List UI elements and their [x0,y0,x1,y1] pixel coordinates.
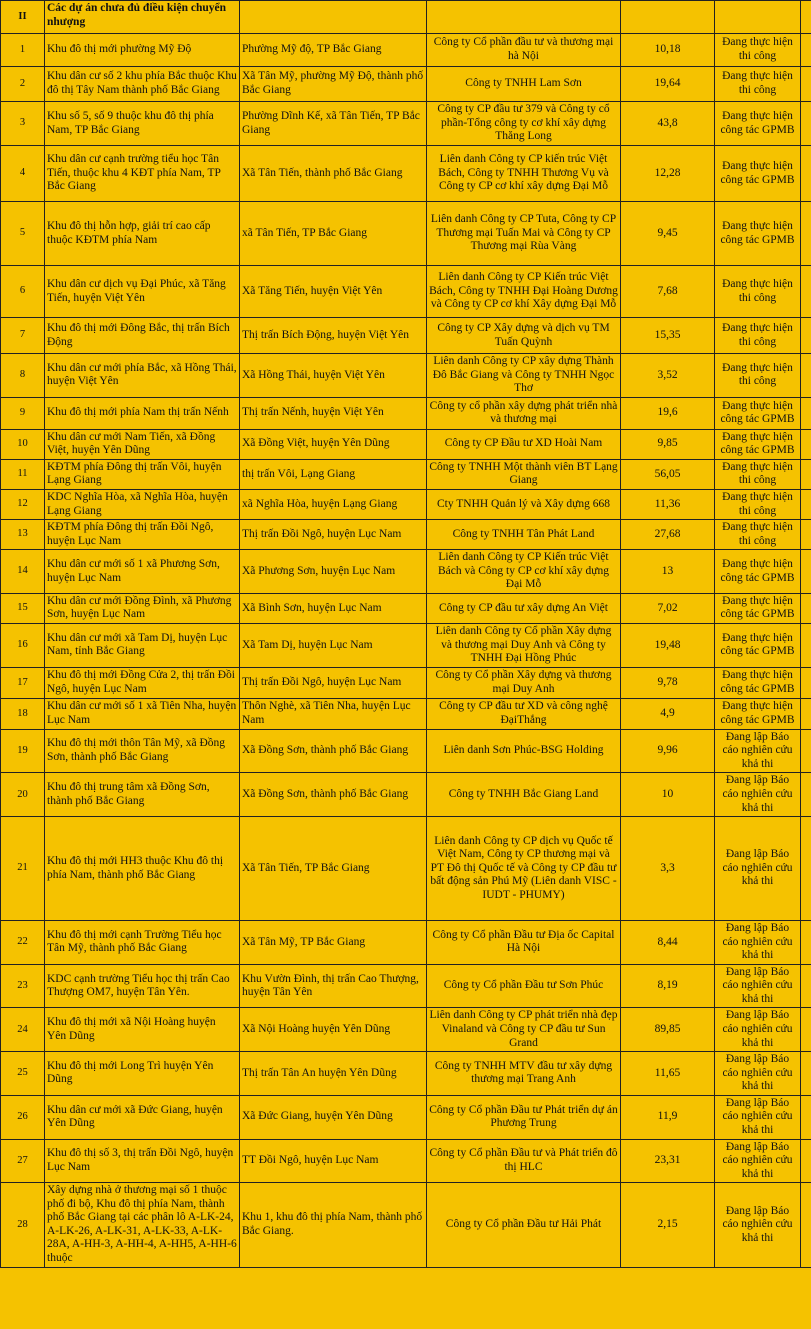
row-number: 15 [1,593,45,623]
row-number: 20 [1,773,45,817]
project-area: 19,64 [621,67,715,102]
project-area: 56,05 [621,459,715,489]
row-number: 23 [1,964,45,1008]
row-number: 8 [1,354,45,398]
project-investor: Công ty TNHH MTV đầu tư xây dựng thương mại Trang Anh [427,1052,621,1096]
row-number: 14 [1,550,45,594]
table-row [1,202,811,266]
project-area: 8,44 [621,921,715,965]
table-row [1,429,811,459]
project-location: Phường Dĩnh Kế, xã Tân Tiến, TP Bắc Giang [240,102,427,146]
project-location: Xã Hồng Thái, huyện Việt Yên [240,354,427,398]
project-investor: Liên danh Công ty CP kiến trúc Việt Bách, Công ty TNHH Thương Vụ và Công ty CP cơ khí xây dựng Đại Mỗ [427,146,621,202]
table-row [1,520,811,550]
project-area: 43,8 [621,102,715,146]
project-status: Đang thực hiện thi công [715,354,801,398]
row-number: 24 [1,1008,45,1052]
project-name: Khu đô thị hỗn hợp, giải trí cao cấp thuộc KĐTM phía Nam [45,202,240,266]
project-area: 12,28 [621,146,715,202]
project-investor: Công ty CP Xây dựng và dịch vụ TM Tuấn Quỳnh [427,318,621,354]
project-status: Đang lập Báo cáo nghiên cứu khả thi [715,729,801,773]
project-investor: Công ty cổ phần xây dựng phát triển nhà và thương mại [427,397,621,429]
project-status: Đang thực hiện công tác GPMB [715,429,801,459]
project-status: Đang thực hiện công tác GPMB [715,667,801,698]
table-row [1,550,811,594]
project-location: Xã Tăng Tiến, huyện Việt Yên [240,266,427,318]
project-name: Khu đô thị mới Đông Bắc, thị trấn Bích Động [45,318,240,354]
empty-cell [801,266,811,318]
project-location: Xã Phương Sơn, huyện Lục Nam [240,550,427,594]
table-row [1,266,811,318]
row-number: 26 [1,1095,45,1139]
project-area: 3,52 [621,354,715,398]
table-row [1,67,811,102]
project-location: Xã Tam Dị, huyện Lục Nam [240,624,427,668]
empty-cell [801,146,811,202]
project-name: Khu đô thị mới xã Nội Hoàng huyện Yên Dũng [45,1008,240,1052]
table-row [1,1139,811,1183]
project-investor: Liên danh Công ty CP Tuta, Công ty CP Thương mại Tuấn Mai và Công ty CP Thương mại Rùa Vàng [427,202,621,266]
project-name: KĐTM phía Đông thị trấn Đồi Ngô, huyện Lục Nam [45,520,240,550]
empty-cell [801,593,811,623]
row-number: 25 [1,1052,45,1096]
project-status: Đang thực hiện công tác GPMB [715,698,801,729]
empty-cell [801,318,811,354]
empty-cell [801,1183,811,1267]
project-status: Đang thực hiện thi công [715,489,801,519]
table-row [1,1008,811,1052]
row-number: 17 [1,667,45,698]
project-status: Đang thực hiện công tác GPMB [715,102,801,146]
project-status: Đang thực hiện công tác GPMB [715,593,801,623]
project-name: Khu dân cư mới phía Bắc, xã Hồng Thái, huyện Việt Yên [45,354,240,398]
project-status: Đang thực hiện thi công [715,266,801,318]
project-status: Đang thực hiện công tác GPMB [715,550,801,594]
project-location: Thị trấn Đồi Ngô, huyện Lục Nam [240,520,427,550]
project-area: 11,9 [621,1095,715,1139]
project-status: Đang lập Báo cáo nghiên cứu khả thi [715,964,801,1008]
empty-cell [801,1095,811,1139]
project-name: Khu dân cư mới Nam Tiến, xã Đồng Việt, huyện Yên Dũng [45,429,240,459]
project-investor: Công ty TNHH Một thành viên BT Lạng Giang [427,459,621,489]
empty-cell [801,698,811,729]
project-location: Xã Tân Tiến, thành phố Bắc Giang [240,146,427,202]
project-location: Thôn Nghè, xã Tiên Nha, huyện Lục Nam [240,698,427,729]
table-row [1,964,811,1008]
project-name: KĐTM phía Đông thị trấn Vôi, huyện Lạng Giang [45,459,240,489]
row-number: 16 [1,624,45,668]
project-location: xã Tân Tiến, TP Bắc Giang [240,202,427,266]
table-row [1,729,811,773]
project-status: Đang thực hiện thi công [715,459,801,489]
project-name: Khu đô thị mới phường Mỹ Độ [45,34,240,67]
project-investor: Công ty Cổ phần Xây dựng và thương mại Duy Anh [427,667,621,698]
project-investor: Công ty Cổ phần Đầu tư Hải Phát [427,1183,621,1267]
empty-cell [801,624,811,668]
project-location: Xã Đồng Sơn, thành phố Bắc Giang [240,729,427,773]
row-number: 10 [1,429,45,459]
section-header-row [1,1,811,34]
project-investor: Công ty CP Đầu tư XD Hoài Nam [427,429,621,459]
project-location: Xã Nội Hoàng huyện Yên Dũng [240,1008,427,1052]
project-investor: Công ty Cổ phần Đầu tư Địa ốc Capital Hà Nội [427,921,621,965]
project-status: Đang lập Báo cáo nghiên cứu khả thi [715,1095,801,1139]
empty-cell [801,429,811,459]
project-investor: Liên danh Công ty CP dịch vụ Quốc tế Việt Nam, Công ty CP thương mại và PT Đô thị Quốc tế và Công ty CP đầu tư bất động sản Phú Mỹ (Liên danh VISC - IUDT - PHUMY) [427,817,621,921]
project-status: Đang thực hiện công tác GPMB [715,202,801,266]
row-number: 5 [1,202,45,266]
project-area: 7,02 [621,593,715,623]
empty-cell [801,202,811,266]
table-row [1,698,811,729]
row-number: 9 [1,397,45,429]
project-status: Đang thực hiện công tác GPMB [715,146,801,202]
project-status: Đang thực hiện thi công [715,67,801,102]
project-investor: Công ty Cổ phần Đầu tư và Phát triển đô thị HLC [427,1139,621,1183]
row-number: 6 [1,266,45,318]
project-location: Thị trấn Tân An huyện Yên Dũng [240,1052,427,1096]
row-number: 28 [1,1183,45,1267]
project-name: Khu đô thị mới HH3 thuộc Khu đô thị phía Nam, thành phố Bắc Giang [45,817,240,921]
project-name: Xây dựng nhà ở thương mại số 1 thuộc phố đi bộ, Khu đô thị phía Nam, thành phố Bắc Giang tại các phân lô A-LK-24, A-LK-26, A-LK-31, A-LK-33, A-LK-28A, A-HH-3, A-HH-4, A-HH5, A-HH-6 thuộc [45,1183,240,1267]
empty-cell [801,102,811,146]
table-row [1,354,811,398]
table-row [1,1183,811,1267]
project-location: Thị trấn Nếnh, huyện Việt Yên [240,397,427,429]
project-location: Thị trấn Bích Động, huyện Việt Yên [240,318,427,354]
project-status: Đang lập Báo cáo nghiên cứu khả thi [715,1052,801,1096]
empty-cell [801,729,811,773]
project-location: Phường Mỹ độ, TP Bắc Giang [240,34,427,67]
project-area: 27,68 [621,520,715,550]
project-status: Đang thực hiện công tác GPMB [715,397,801,429]
project-investor: Công ty Cổ phần đầu tư và thương mại hà Nội [427,34,621,67]
row-number: 4 [1,146,45,202]
empty-cell [801,1008,811,1052]
project-investor: Liên danh Công ty Cổ phần Xây dựng và thương mại Duy Anh và Công ty TNHH Đại Hồng Phúc [427,624,621,668]
table-row [1,773,811,817]
project-location: Xã Đồng Việt, huyện Yên Dũng [240,429,427,459]
row-number: 18 [1,698,45,729]
project-status: Đang lập Báo cáo nghiên cứu khả thi [715,817,801,921]
project-investor: Công ty TNHH Lam Sơn [427,67,621,102]
project-area: 19,6 [621,397,715,429]
project-investor: Liên danh Công ty CP phát triển nhà đẹp Vinaland và Công ty CP đầu tư Sun Grand [427,1008,621,1052]
project-location: Xã Đức Giang, huyện Yên Dũng [240,1095,427,1139]
project-name: Khu dân cư cạnh trường tiểu học Tân Tiến, thuộc khu 4 KĐT phía Nam, TP Bắc Giang [45,146,240,202]
project-name: Khu số 5, số 9 thuộc khu đô thị phía Nam, TP Bắc Giang [45,102,240,146]
table-row [1,489,811,519]
project-status: Đang thực hiện thi công [715,34,801,67]
table-row [1,1095,811,1139]
row-number: 1 [1,34,45,67]
project-area: 9,85 [621,429,715,459]
table-row [1,146,811,202]
project-investor: Công ty Cổ phần Đầu tư Sơn Phúc [427,964,621,1008]
project-name: Khu đô thị trung tâm xã Đồng Sơn, thành phố Bắc Giang [45,773,240,817]
project-area: 10,18 [621,34,715,67]
project-name: Khu dân cư mới số 1 xã Phương Sơn, huyện Lục Nam [45,550,240,594]
project-area: 19,48 [621,624,715,668]
project-area: 23,31 [621,1139,715,1183]
project-name: KDC cạnh trường Tiểu học thị trấn Cao Thượng OM7, huyện Tân Yên. [45,964,240,1008]
project-investor: Công ty CP đầu tư 379 và Công ty cổ phần-Tổng công ty cơ khí xây dựng Thăng Long [427,102,621,146]
row-number: 12 [1,489,45,519]
project-location: thị trấn Vôi, Lạng Giang [240,459,427,489]
project-name: Khu đô thị mới Đồng Cửa 2, thị trấn Đồi Ngô, huyện Lục Nam [45,667,240,698]
project-location: TT Đồi Ngô, huyện Lục Nam [240,1139,427,1183]
project-name: Khu dân cư mới Đồng Đình, xã Phương Sơn, huyện Lục Nam [45,593,240,623]
project-area: 4,9 [621,698,715,729]
project-name: Khu đô thị mới phía Nam thị trấn Nếnh [45,397,240,429]
project-status: Đang lập Báo cáo nghiên cứu khả thi [715,1008,801,1052]
empty-cell [801,550,811,594]
project-investor: Công ty TNHH Tân Phát Land [427,520,621,550]
project-investor: Công ty CP đầu tư XD và công nghệ ĐạiThắng [427,698,621,729]
project-area: 11,65 [621,1052,715,1096]
project-location: Xã Tân Mỹ, TP Bắc Giang [240,921,427,965]
project-area: 13 [621,550,715,594]
section-title: Các dự án chưa đủ điều kiện chuyển nhượng [45,1,240,34]
empty-cell [801,520,811,550]
empty-cell [801,397,811,429]
empty-cell [801,1139,811,1183]
empty-cell [801,489,811,519]
project-area: 15,35 [621,318,715,354]
empty-cell [801,817,811,921]
project-area: 89,85 [621,1008,715,1052]
project-status: Đang lập Báo cáo nghiên cứu khả thi [715,921,801,965]
project-status: Đang thực hiện thi công [715,318,801,354]
row-number: 11 [1,459,45,489]
row-number: 27 [1,1139,45,1183]
project-location: Xã Đồng Sơn, thành phố Bắc Giang [240,773,427,817]
empty-cell [801,1052,811,1096]
empty-cell [801,459,811,489]
project-area: 3,3 [621,817,715,921]
table-row [1,34,811,67]
row-number: 19 [1,729,45,773]
project-status: Đang thực hiện công tác GPMB [715,624,801,668]
project-location: Xã Bình Sơn, huyện Lục Nam [240,593,427,623]
project-investor: Công ty Cổ phần Đầu tư Phát triển dự án Phương Trung [427,1095,621,1139]
project-area: 8,19 [621,964,715,1008]
project-investor: Cty TNHH Quản lý và Xây dựng 668 [427,489,621,519]
empty-cell [801,34,811,67]
project-name: Khu dân cư mới xã Đức Giang, huyện Yên Dũng [45,1095,240,1139]
project-investor: Liên danh Sơn Phúc-BSG Holding [427,729,621,773]
row-number: 13 [1,520,45,550]
project-area: 9,45 [621,202,715,266]
table-row [1,817,811,921]
project-status: Đang lập Báo cáo nghiên cứu khả thi [715,1183,801,1267]
project-name: Khu dân cư mới số 1 xã Tiên Nha, huyện Lục Nam [45,698,240,729]
project-location: Xã Tân Mỹ, phường Mỹ Độ, thành phố Bắc Giang [240,67,427,102]
table-row [1,921,811,965]
table-row [1,397,811,429]
project-location: Thị trấn Đồi Ngô, huyện Lục Nam [240,667,427,698]
project-investor: Công ty TNHH Bắc Giang Land [427,773,621,817]
project-status: Đang thực hiện thi công [715,520,801,550]
row-number: 2 [1,67,45,102]
project-name: Khu đô thị số 3, thị trấn Đồi Ngô, huyện Lục Nam [45,1139,240,1183]
project-location: Xã Tân Tiến, TP Bắc Giang [240,817,427,921]
project-name: Khu đô thị mới cạnh Trường Tiểu học Tân Mỹ, thành phố Bắc Giang [45,921,240,965]
empty-cell [801,921,811,965]
project-investor: Liên danh Công ty CP Kiến trúc Việt Bách, Công ty TNHH Đại Hoàng Dương và Công ty CP cơ khí Xây dựng Đại Mỗ [427,266,621,318]
project-area: 2,15 [621,1183,715,1267]
project-area: 9,96 [621,729,715,773]
project-status: Đang lập Báo cáo nghiên cứu khả thi [715,1139,801,1183]
project-name: Khu dân cư số 2 khu phía Bắc thuộc Khu đô thị Tây Nam thành phố Bắc Giang [45,67,240,102]
project-area: 7,68 [621,266,715,318]
empty-cell [801,67,811,102]
project-area: 11,36 [621,489,715,519]
empty-cell [801,667,811,698]
project-name: Khu đô thị mới Long Trì huyện Yên Dũng [45,1052,240,1096]
table-row [1,459,811,489]
project-investor: Liên danh Công ty CP xây dựng Thành Đô Bắc Giang và Công ty TNHH Ngọc Thơ [427,354,621,398]
section-number: II [1,1,45,34]
project-location: xã Nghĩa Hòa, huyện Lạng Giang [240,489,427,519]
table-row [1,102,811,146]
project-area: 10 [621,773,715,817]
row-number: 7 [1,318,45,354]
empty-cell [801,354,811,398]
table-row [1,318,811,354]
row-number: 3 [1,102,45,146]
row-number: 22 [1,921,45,965]
table-row [1,593,811,623]
project-name: Khu dân cư mới xã Tam Dị, huyện Lục Nam, tỉnh Bắc Giang [45,624,240,668]
table-row [1,1052,811,1096]
project-status: Đang lập Báo cáo nghiên cứu khả thi [715,773,801,817]
table-row [1,667,811,698]
project-area: 9,78 [621,667,715,698]
project-name: Khu dân cư dịch vụ Đại Phúc, xã Tăng Tiến, huyện Việt Yên [45,266,240,318]
table-row [1,624,811,668]
project-location: Khu Vườn Đình, thị trấn Cao Thượng, huyện Tân Yên [240,964,427,1008]
project-name: KDC Nghĩa Hòa, xã Nghĩa Hòa, huyện Lạng Giang [45,489,240,519]
empty-cell [801,964,811,1008]
project-investor: Liên danh Công ty CP Kiến trúc Việt Bách và Công ty CP cơ khí xây dựng Đại Mỗ [427,550,621,594]
project-investor: Công ty CP đầu tư xây dựng An Việt [427,593,621,623]
row-number: 21 [1,817,45,921]
project-location: Khu 1, khu đô thị phía Nam, thành phố Bắc Giang. [240,1183,427,1267]
project-name: Khu đô thị mới thôn Tân Mỹ, xã Đồng Sơn, thành phố Bắc Giang [45,729,240,773]
empty-cell [801,773,811,817]
